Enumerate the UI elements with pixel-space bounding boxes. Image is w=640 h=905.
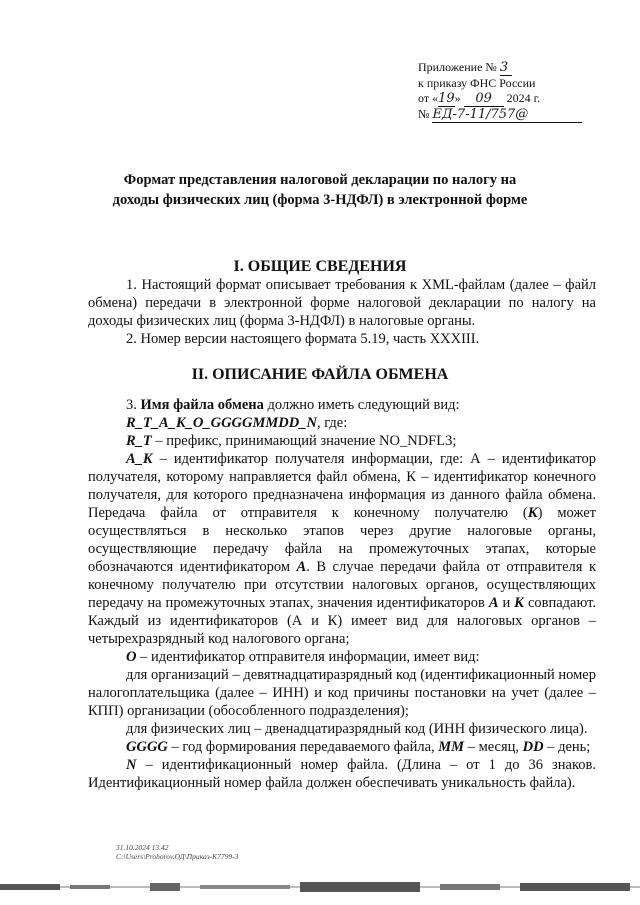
paragraph-3: 3. Имя файла обмена должно иметь следующий вид: <box>126 397 460 413</box>
appendix-number: 3 <box>500 60 512 76</box>
footer-meta <box>116 843 238 861</box>
ak-definition: A_K – идентификатор получателя информации, где: А – идентификатор получателя, которому направляется файл обмена, К – идентификатор конечного получателя, для которого предназначена информация из данного файла обмена. Передача файла от отправителя к конечному получателю (К) может осуществляться в несколько этапов через другие налоговые органы, осуществляющие передачу файла на промежуточных этапах, которые обозначаются идентификатором А. В случае передачи файла от отправителя к конечному получателю при отсутствии налоговых органов, осуществляющих передачу на промежуточных этапах, значения идентификаторов А и К совпадают. Каждый из идентификаторов (А и К) имеет вид для налоговых органов – четырехразрядный код налогового органа; <box>88 451 597 647</box>
appendix-date-line: от «19» 09 2024 г. <box>418 91 541 106</box>
footer-file-path: С:\Users\Prohorov.ОД\Приказ-K7799-3 <box>116 852 239 861</box>
paragraph-2: 2. Номер версии настоящего формата 5.19, часть XXXIII. <box>126 331 480 347</box>
file-name-pattern: R_T_A_K_O_GGGGMMDD_N, где: <box>126 415 348 431</box>
scan-noise-strip <box>0 880 640 894</box>
section-2-heading: II. ОПИСАНИЕ ФАЙЛА ОБМЕНА <box>191 366 449 383</box>
appendix-day: 19 <box>438 91 455 106</box>
person-definition: для физических лиц – двенадцатиразрядный код (ИНН физического лица). <box>126 721 588 737</box>
section-1-heading: I. ОБЩИЕ СВЕДЕНИЯ <box>233 258 407 275</box>
section-1-body <box>88 276 596 348</box>
document-title: Формат представления налоговой декларации по налогу на доходы физических лиц (форма 3-НДФЛ) в электронной форме <box>112 172 528 208</box>
appendix-line-1: Приложение № 3 <box>418 60 628 76</box>
appendix-block <box>418 60 628 123</box>
file-name-term: Имя файла обмена <box>140 397 264 413</box>
appendix-month: 09 <box>464 91 504 107</box>
n-definition: N – идентификационный номер файла. (Длина – от 1 до 36 знаков. Идентификационный номер файла должен обеспечивать уникальность файла). <box>88 757 596 791</box>
o-definition: O – идентификатор отправителя информации, имеет вид: <box>126 649 480 665</box>
org-definition: для организаций – девятнадцатиразрядный код (идентификационный номер налогоплательщика (далее – ИНН) и код причины постановки на учет (далее – КПП) организации (обособленного подразделения); <box>88 667 596 719</box>
date-definition: GGGG – год формирования передаваемого файла, MM – месяц, DD – день; <box>126 739 591 755</box>
footer-timestamp: 31.10.2024 13.42 <box>116 843 169 852</box>
section-2-body <box>88 396 596 792</box>
appendix-line-2: к приказу ФНС России <box>418 76 536 90</box>
appendix-order-number: ЕД-7-11/757@ <box>432 107 582 123</box>
rt-definition: R_T – префикс, принимающий значение NO_NDFL3; <box>126 433 457 449</box>
appendix-order-line: № ЕД-7-11/757@ <box>418 107 628 123</box>
paragraph-1: 1. Настоящий формат описывает требования к XML-файлам (далее – файл обмена) передачи в электронной форме налоговой декларации по налогу на доходы физических лиц (форма 3-НДФЛ) в налоговые органы. <box>88 277 596 329</box>
